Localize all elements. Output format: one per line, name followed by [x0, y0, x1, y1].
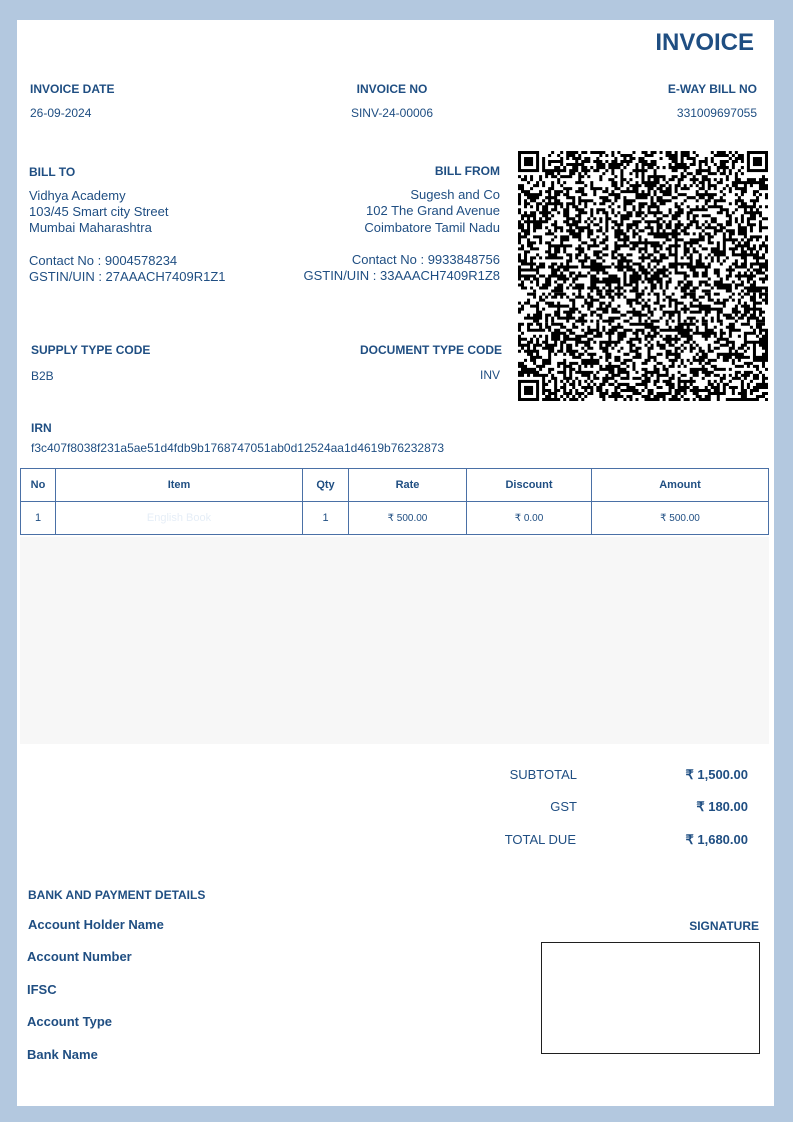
document-type-label: DOCUMENT TYPE CODE [359, 343, 502, 357]
qr-code [518, 151, 768, 401]
eway-bill-label: E-WAY BILL NO [667, 82, 757, 96]
bill-to-address2: Mumbai Maharashtra [29, 220, 152, 235]
bill-to-gstin: GSTIN/UIN : 27AAACH7409R1Z1 [29, 269, 226, 284]
table-header-row [21, 469, 769, 502]
bill-from-address1: 102 The Grand Avenue [366, 203, 500, 218]
total-due-value: ₹ 1,680.00 [685, 832, 748, 847]
bill-from-address2: Coimbatore Tamil Nadu [364, 220, 500, 235]
bill-to-label: BILL TO [29, 165, 76, 179]
bank-name-label: Bank Name [27, 1047, 98, 1062]
bill-from-gstin: GSTIN/UIN : 33AAACH7409R1Z8 [303, 268, 500, 283]
bank-details-title: BANK AND PAYMENT DETAILS [28, 888, 206, 902]
col-no-header: No [21, 469, 56, 502]
invoice-date-value: 26-09-2024 [30, 106, 92, 120]
subtotal-value: ₹ 1,500.00 [685, 767, 748, 782]
table-row [21, 502, 769, 535]
invoice-no-label: INVOICE NO [356, 82, 428, 96]
bill-from-contact: Contact No : 9933848756 [351, 252, 500, 267]
invoice-title: INVOICE [655, 29, 754, 56]
invoice-page [17, 20, 774, 1106]
col-qty-header: Qty [303, 469, 349, 502]
col-amount-header: Amount [592, 469, 769, 502]
bill-to-address1: 103/45 Smart city Street [29, 204, 169, 219]
supply-type-label: SUPPLY TYPE CODE [31, 343, 151, 357]
items-table [20, 468, 769, 535]
invoice-no-value: SINV-24-00006 [350, 106, 434, 120]
signature-box [541, 942, 760, 1054]
signature-label: SIGNATURE [689, 919, 759, 933]
account-type-label: Account Type [27, 1014, 112, 1029]
supply-type-value: B2B [31, 369, 54, 383]
account-holder-label: Account Holder Name [28, 917, 164, 932]
document-type-value: INV [479, 368, 500, 382]
eway-bill-value: 331009697055 [676, 106, 757, 120]
col-item-header: Item [56, 469, 303, 502]
invoice-date-label: INVOICE DATE [30, 82, 115, 96]
gst-label: GST [550, 799, 577, 814]
account-number-label: Account Number [27, 949, 132, 964]
ifsc-label: IFSC [27, 982, 57, 997]
col-discount-header: Discount [467, 469, 592, 502]
cell-discount: ₹ 0.00 [467, 502, 592, 535]
cell-rate: ₹ 500.00 [349, 502, 467, 535]
cell-amount: ₹ 500.00 [592, 502, 769, 535]
col-rate-header: Rate [349, 469, 467, 502]
total-due-label: TOTAL DUE [504, 832, 576, 847]
items-blank-area [20, 537, 769, 744]
irn-value: f3c407f8038f231a5ae51d4fdb9b1768747051ab0d12524aa1d4619b76232873 [31, 441, 445, 455]
cell-item: English Book [56, 502, 303, 535]
cell-no: 1 [21, 502, 56, 535]
irn-label: IRN [31, 421, 52, 435]
bill-from-label: BILL FROM [434, 164, 500, 178]
bill-to-name: Vidhya Academy [29, 188, 126, 203]
gst-value: ₹ 180.00 [696, 799, 748, 814]
cell-qty: 1 [303, 502, 349, 535]
subtotal-label: SUBTOTAL [509, 767, 577, 782]
bill-to-contact: Contact No : 9004578234 [29, 253, 178, 268]
bill-from-name: Sugesh and Co [410, 187, 500, 202]
